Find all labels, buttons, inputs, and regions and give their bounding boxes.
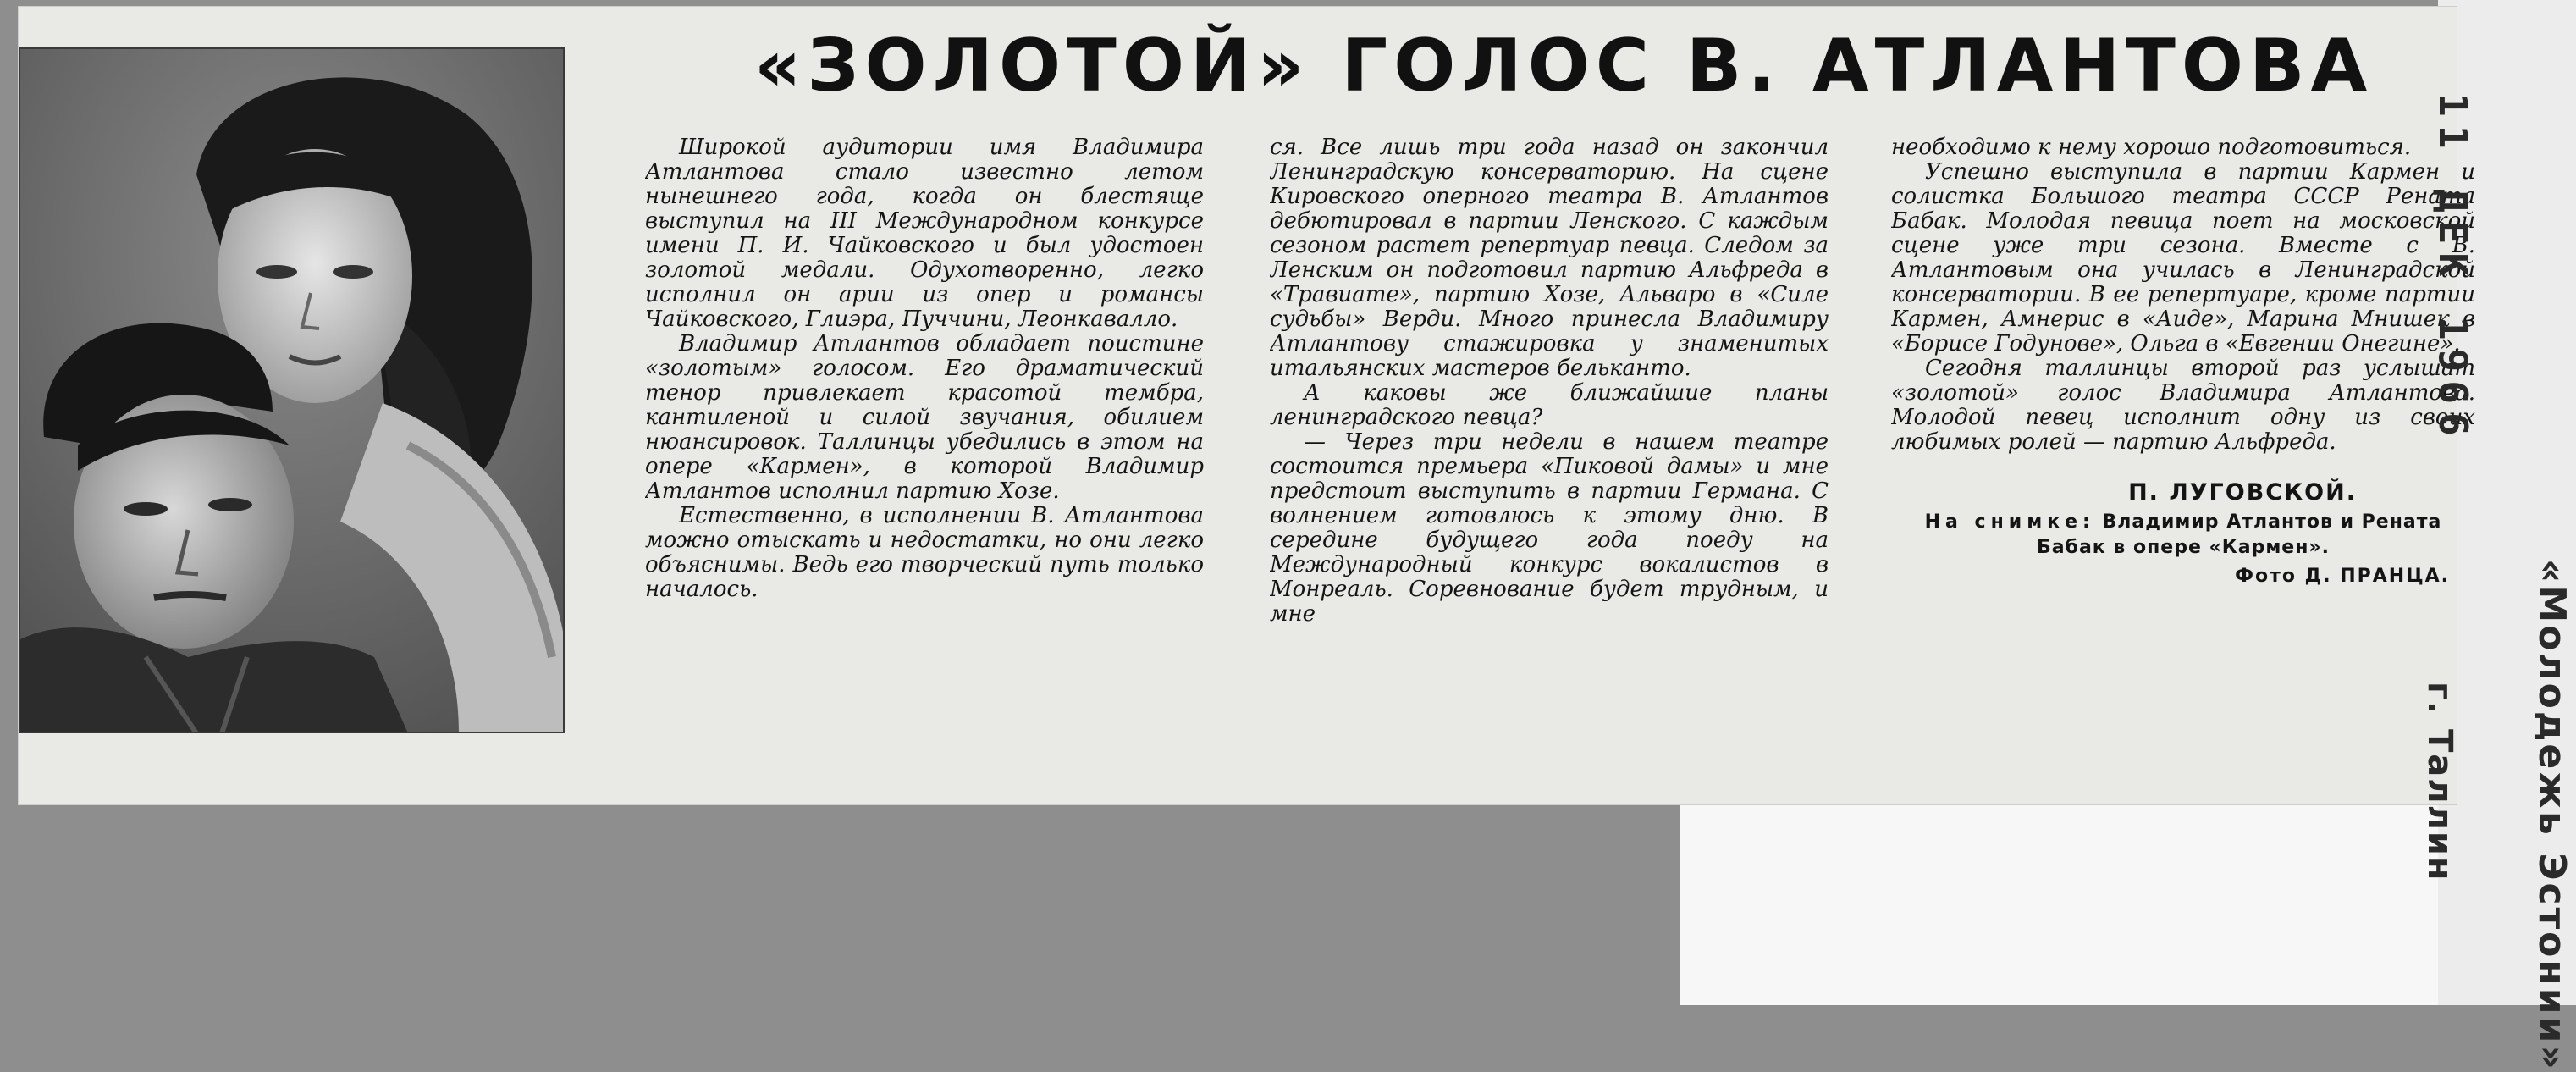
caption-text: Владимир Атлантов и Рената Бабак в опере «Кармен». <box>2036 511 2442 558</box>
article-paragraph: — Через три недели в нашем театре состоится премьера «Пиковой дамы» и мне предстоит выступить в партии Германа. С волнением готовлюсь к этому дню. В середине будущего года поеду на Международный конкурс вокалистов в Монреаль. Соревнование будет трудным, и мне <box>1270 429 1829 627</box>
article-paragraph: Широкой аудитории имя Владимира Атлантова стало известно летом нынешнего года, когда он блестяще выступил на III Международном конкурсе имени П. И. Чайковского и был удостоен золотой медали. Одухотворенно, легко исполнил он арии из опер и романсы Чайковского, Глиэра, Пуччини, Леонкавалло. <box>645 135 1204 332</box>
author-byline: П. ЛУГОВСКОЙ. <box>2128 479 2357 506</box>
article-column-1 <box>645 135 1204 787</box>
caption-lead: На снимке: <box>1924 511 2095 533</box>
article-paragraph: А каковы же ближайшие планы ленинградского певца? <box>1270 380 1829 430</box>
article-column-2 <box>1270 135 1829 787</box>
article-column-3 <box>1891 135 2475 787</box>
city-stamp: г. Таллин <box>2420 682 2459 882</box>
newspaper-stamp: «Молодежь Эстонии» <box>2530 559 2573 1072</box>
newspaper-clipping <box>19 7 2475 804</box>
article-paragraph-continued: необходимо к нему хорошо подготовиться. <box>1891 135 2412 160</box>
article-paragraph: Сегодня таллинцы второй раз услышат «золотой» голос Владимира Атлантова. Молодой певец исполнит одну из своих любимых ролей — партию Альфреда. <box>1891 356 2475 455</box>
article-photo <box>19 47 565 733</box>
article-paragraph: Естественно, в исполнении В. Атлантова можно отыскать и недостатки, но они легко объяснимы. Ведь его творческий путь только началось. <box>645 503 1204 602</box>
article-paragraph: Владимир Атлантов обладает поистине «золотым» голосом. Его драматический тенор привлекает красотой тембра, кантиленой и силой звучания, обилием нюансировок. Таллинцы убедились в этом на опере «Кармен», в которой Владимир Атлантов исполнил партию Хозе. <box>645 331 1204 504</box>
photo-caption <box>1891 510 2475 561</box>
headline: «ЗОЛОТОЙ» ГОЛОС В. АТЛАНТОВА <box>753 24 2374 108</box>
article-paragraph-continued: ся. Все лишь три года назад он закончил Ленинградскую консерваторию. На сцене Кировского оперного театра В. Атлантов дебютировал в партии Ленского. С каждым сезоном растет репертуар певца. Следом за Ленским он подготовил партию Альфреда в «Травиате», партию Хозе, Альваро в «Силе судьбы» Верди. Много принесла Владимиру Атлантову стажировка у знаменитых итальянских мастеров бельканто. <box>1270 135 1829 381</box>
date-stamp: 11 ДЕК 1966 <box>2430 93 2476 445</box>
article-paragraph: Успешно выступила в партии Кармен и солистка Большого театра СССР Рената Бабак. Молодая певица поет на московской сцене уже три сезона. Вместе с В. Атлантовым она училась в Ленинградской консерватории. В ее репертуаре, кроме партии Кармен, Амнерис в «Аиде», Марина Мнишек в «Борисе Годунове», Ольга в «Евгении Онегине». <box>1891 159 2475 356</box>
photo-credit: Фото Д. ПРАНЦА. <box>2235 566 2450 587</box>
